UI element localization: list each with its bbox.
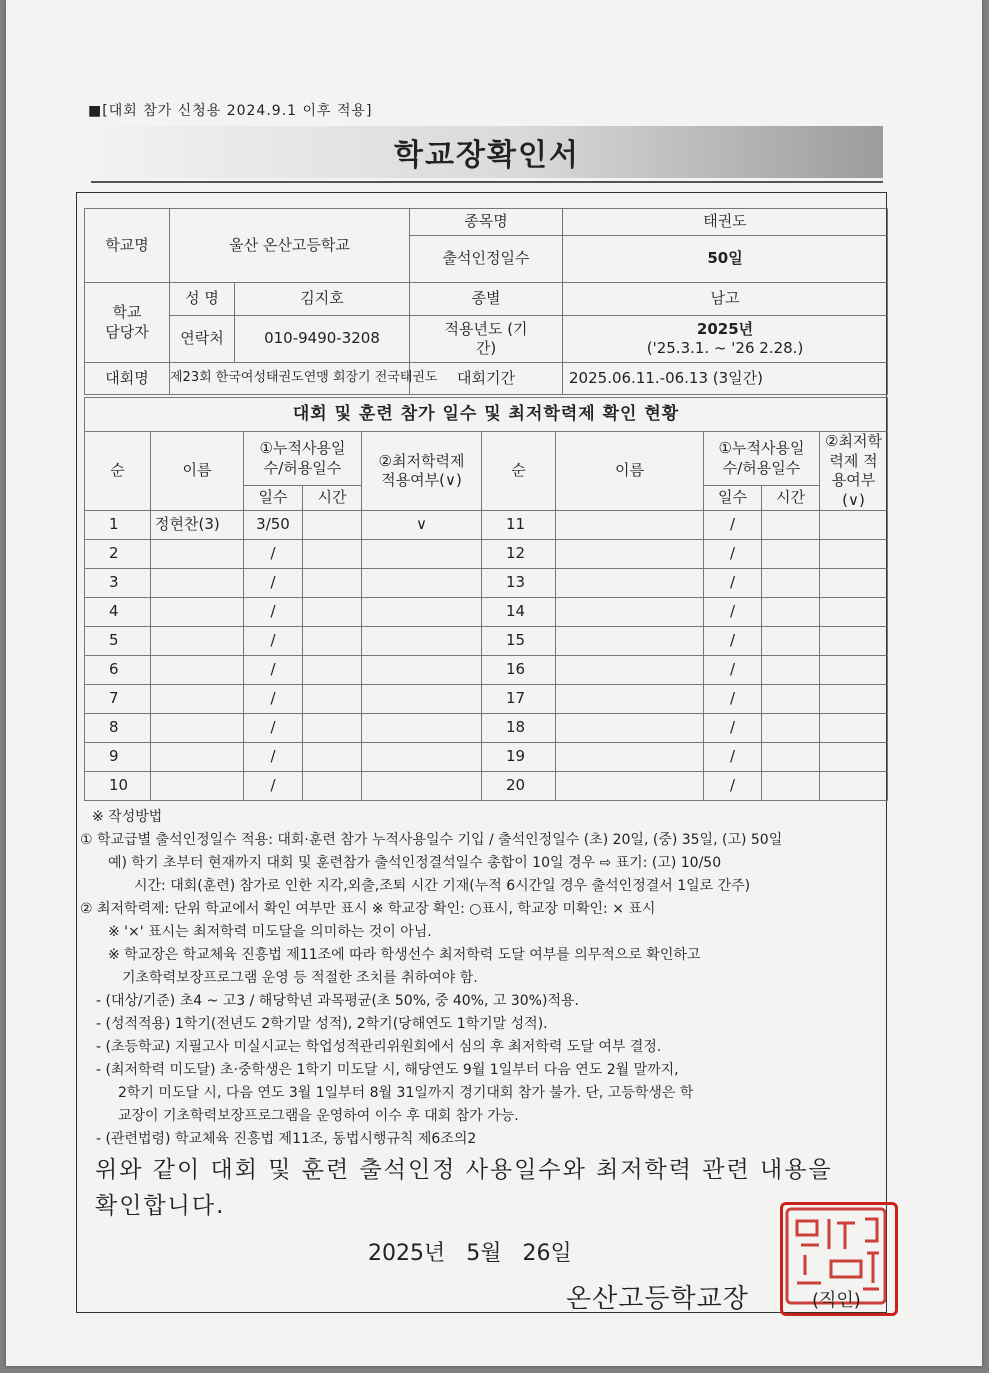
- row-name: [151, 627, 244, 656]
- row-no-2: 20: [482, 772, 556, 801]
- row-no-2: 11: [482, 511, 556, 540]
- note-line: ※ 학교장은 학교체육 진흥법 제11조에 따라 학생선수 최저학력 도달 여부를 의무적으로 확인하고: [108, 947, 701, 963]
- row-days: 3/50: [244, 511, 303, 540]
- row-hours-2: [762, 714, 820, 743]
- row-hours-2: [762, 569, 820, 598]
- year-label: 적용년도 (기간): [410, 316, 563, 363]
- row-no-2: 16: [482, 656, 556, 685]
- row-hours-2: [762, 743, 820, 772]
- note-line: 예) 학기 초부터 현재까지 대회 및 훈련참가 출석인정결석일수 총합이 10일 경우 ⇨ 표기: (고) 10/50: [108, 855, 722, 871]
- col-days-2: 일수: [704, 486, 762, 511]
- row-name-2: [556, 656, 704, 685]
- row-name: [151, 598, 244, 627]
- note-line: 기초학력보장프로그램 운영 등 적절한 조치를 취하여야 함.: [122, 970, 478, 986]
- row-days-2: /: [704, 627, 762, 656]
- note-line: - (성적적용) 1학기(전년도 2학기말 성적), 2학기(당해연도 1학기말 성적).: [96, 1016, 548, 1032]
- row-no: 4: [85, 598, 151, 627]
- row-check: [362, 772, 482, 801]
- row-check-2: [820, 714, 888, 743]
- row-no: 1: [85, 511, 151, 540]
- row-no: 9: [85, 743, 151, 772]
- row-no-2: 18: [482, 714, 556, 743]
- period-label: 대회기간: [410, 363, 563, 395]
- year-cell: [563, 316, 888, 363]
- principal-signature: 온산고등학교장: [566, 1284, 749, 1314]
- row-hours: [303, 656, 362, 685]
- row-hours-2: [762, 540, 820, 569]
- table-row: [85, 743, 888, 772]
- table-row: [85, 569, 888, 598]
- row-check: [362, 598, 482, 627]
- title-rule: [91, 181, 883, 183]
- row-hours: [303, 743, 362, 772]
- row-check-2: [820, 540, 888, 569]
- row-check: [362, 627, 482, 656]
- table-row: [85, 714, 888, 743]
- row-no-2: 19: [482, 743, 556, 772]
- row-no: 5: [85, 627, 151, 656]
- row-name-2: [556, 685, 704, 714]
- name-label: 성 명: [170, 283, 235, 316]
- row-check-2: [820, 685, 888, 714]
- row-check: [362, 743, 482, 772]
- row-name: [151, 743, 244, 772]
- gender-label: 종별: [410, 283, 563, 316]
- sport-label: 종목명: [410, 209, 563, 236]
- row-check-2: [820, 743, 888, 772]
- row-name: 정현찬(3): [151, 511, 244, 540]
- row-name: [151, 772, 244, 801]
- row-hours-2: [762, 656, 820, 685]
- col-name: 이름: [151, 432, 244, 511]
- row-days-2: /: [704, 714, 762, 743]
- row-hours: [303, 714, 362, 743]
- row-check: [362, 569, 482, 598]
- col-min: ②최저학력제 적용여부(∨): [362, 432, 482, 511]
- application-note: ■[대회 참가 신청용 2024.9.1 이후 적용]: [88, 103, 373, 119]
- row-days: /: [244, 540, 303, 569]
- table-row: [85, 511, 888, 540]
- row-hours: [303, 511, 362, 540]
- row-no-2: 12: [482, 540, 556, 569]
- note-line: 교장이 기초학력보장프로그램을 운영하여 이수 후 대회 참가 가능.: [118, 1108, 519, 1124]
- note-line: 2학기 미도달 시, 다음 연도 3월 1일부터 8월 31일까지 경기대회 참가 불가. 단, 고등학생은 학: [118, 1085, 694, 1101]
- row-no: 3: [85, 569, 151, 598]
- row-check-2: [820, 627, 888, 656]
- note-line: - (초등학교) 지필고사 미실시교는 학업성적관리위원회에서 심의 후 최저학력 도달 여부 결정.: [96, 1039, 662, 1055]
- note-line: - (대상/기준) 초4 ~ 고3 / 해당학년 과목평균(초 50%, 중 40%, 고 30%)적용.: [96, 993, 579, 1009]
- row-check-2: [820, 511, 888, 540]
- row-days: /: [244, 714, 303, 743]
- row-days-2: /: [704, 511, 762, 540]
- row-name-2: [556, 627, 704, 656]
- row-check-2: [820, 772, 888, 801]
- row-hours-2: [762, 627, 820, 656]
- school-info-table: [84, 208, 888, 395]
- table-row: [85, 656, 888, 685]
- row-days: /: [244, 772, 303, 801]
- row-hours: [303, 685, 362, 714]
- row-name: [151, 569, 244, 598]
- table-row: [85, 540, 888, 569]
- row-days: /: [244, 656, 303, 685]
- row-name: [151, 656, 244, 685]
- confirm-line-2: 확인합니다.: [95, 1193, 226, 1219]
- row-days: /: [244, 598, 303, 627]
- page-title: 학교장확인서: [394, 138, 580, 173]
- row-check-2: [820, 656, 888, 685]
- row-name-2: [556, 598, 704, 627]
- contest-label: 대회명: [85, 363, 170, 395]
- row-name-2: [556, 540, 704, 569]
- row-days-2: /: [704, 685, 762, 714]
- manager-label: 학교 담당자: [85, 283, 170, 363]
- row-check: [362, 714, 482, 743]
- note-line: ② 최저학력제: 단위 학교에서 확인 여부만 표시 ※ 학교장 확인: ○표시, 학교장 미확인: × 표시: [80, 901, 656, 917]
- col-no-2: 순: [482, 432, 556, 511]
- note-line: ※ '×' 표시는 최저학력 미도달을 의미하는 것이 아님.: [108, 924, 432, 940]
- year-value: 2025년: [696, 319, 754, 338]
- issue-date: 2025년 5월 26일: [368, 1241, 572, 1266]
- table-row: [85, 772, 888, 801]
- school-value: 울산 온산고등학교: [170, 209, 410, 283]
- instructions: [78, 806, 886, 1151]
- row-days-2: /: [704, 540, 762, 569]
- row-days-2: /: [704, 569, 762, 598]
- row-hours-2: [762, 685, 820, 714]
- row-days-2: /: [704, 598, 762, 627]
- row-check: [362, 685, 482, 714]
- row-days: /: [244, 743, 303, 772]
- row-days: /: [244, 569, 303, 598]
- row-no: 6: [85, 656, 151, 685]
- contact-value: 010-9490-3208: [235, 316, 410, 363]
- row-no: 10: [85, 772, 151, 801]
- row-check: [362, 656, 482, 685]
- note-line: 시간: 대회(훈련) 참가로 인한 지각,외출,조퇴 시간 기재(누적 6시간일 경우 출석인정결서 1일로 간주): [134, 878, 751, 894]
- row-no: 7: [85, 685, 151, 714]
- row-name-2: [556, 714, 704, 743]
- row-hours-2: [762, 772, 820, 801]
- row-hours: [303, 540, 362, 569]
- note-line: - (관련법령) 학교체육 진흥법 제11조, 동법시행규칙 제6조의2: [96, 1131, 477, 1147]
- row-no-2: 15: [482, 627, 556, 656]
- row-name: [151, 714, 244, 743]
- gender-value: 남고: [563, 283, 888, 316]
- row-check-2: [820, 598, 888, 627]
- col-min-2: ②최저학력제 적용여부(∨): [820, 432, 888, 511]
- row-hours-2: [762, 511, 820, 540]
- col-name-2: 이름: [556, 432, 704, 511]
- table-row: [85, 685, 888, 714]
- col-hours: 시간: [303, 486, 362, 511]
- year-period: ('25.3.1. ~ '26 2.28.): [646, 339, 804, 357]
- row-no-2: 17: [482, 685, 556, 714]
- row-no: 2: [85, 540, 151, 569]
- row-name-2: [556, 511, 704, 540]
- row-check-2: [820, 569, 888, 598]
- row-hours-2: [762, 598, 820, 627]
- col-cum: ①누적사용일수/허용일수: [244, 432, 362, 486]
- row-hours: [303, 627, 362, 656]
- participation-rows: [85, 511, 888, 801]
- row-name-2: [556, 569, 704, 598]
- row-no-2: 14: [482, 598, 556, 627]
- row-days-2: /: [704, 743, 762, 772]
- row-hours: [303, 772, 362, 801]
- col-no: 순: [85, 432, 151, 511]
- row-name: [151, 685, 244, 714]
- col-days: 일수: [244, 486, 303, 511]
- period-value: 2025.06.11.-06.13 (3일간): [563, 363, 888, 395]
- row-days: /: [244, 685, 303, 714]
- row-hours: [303, 569, 362, 598]
- row-hours: [303, 598, 362, 627]
- row-days: /: [244, 627, 303, 656]
- col-cum-2: ①누적사용일수/허용일수: [704, 432, 820, 486]
- attend-label: 출석인정일수: [410, 236, 563, 283]
- note-heading: ※ 작성방법: [92, 809, 163, 825]
- note-line: - (최저학력 미도달) 초·중학생은 1학기 미도달 시, 해당연도 9월 1일부터 다음 연도 2월 말까지,: [96, 1062, 679, 1078]
- contest-value: 제23회 한국여성태권도연맹 회장기 전국태권도: [170, 363, 410, 395]
- sport-value: 태권도: [563, 209, 888, 236]
- section-title: 대회 및 훈련 참가 일수 및 최저학력제 확인 현황: [85, 398, 888, 432]
- participation-table: [84, 397, 888, 801]
- table-row: [85, 627, 888, 656]
- school-label: 학교명: [85, 209, 170, 283]
- row-name-2: [556, 743, 704, 772]
- note-line: ① 학교급별 출석인정일수 적용: 대회·훈련 참가 누적사용일수 기입 / 출석인정일수 (초) 20일, (중) 35일, (고) 50일: [80, 832, 783, 848]
- table-row: [85, 598, 888, 627]
- row-check: [362, 540, 482, 569]
- row-name: [151, 540, 244, 569]
- row-no: 8: [85, 714, 151, 743]
- row-name-2: [556, 772, 704, 801]
- name-value: 김지호: [235, 283, 410, 316]
- row-no-2: 13: [482, 569, 556, 598]
- seal-label: (직인): [812, 1290, 861, 1311]
- confirmation-text: [95, 1152, 885, 1224]
- row-days-2: /: [704, 656, 762, 685]
- col-hours-2: 시간: [762, 486, 820, 511]
- row-days-2: /: [704, 772, 762, 801]
- confirm-line-1: 위와 같이 대회 및 훈련 출석인정 사용일수와 최저학력 관련 내용을: [95, 1157, 833, 1183]
- contact-label: 연락처: [170, 316, 235, 363]
- row-check: ∨: [362, 511, 482, 540]
- attend-value: 50일: [563, 236, 888, 283]
